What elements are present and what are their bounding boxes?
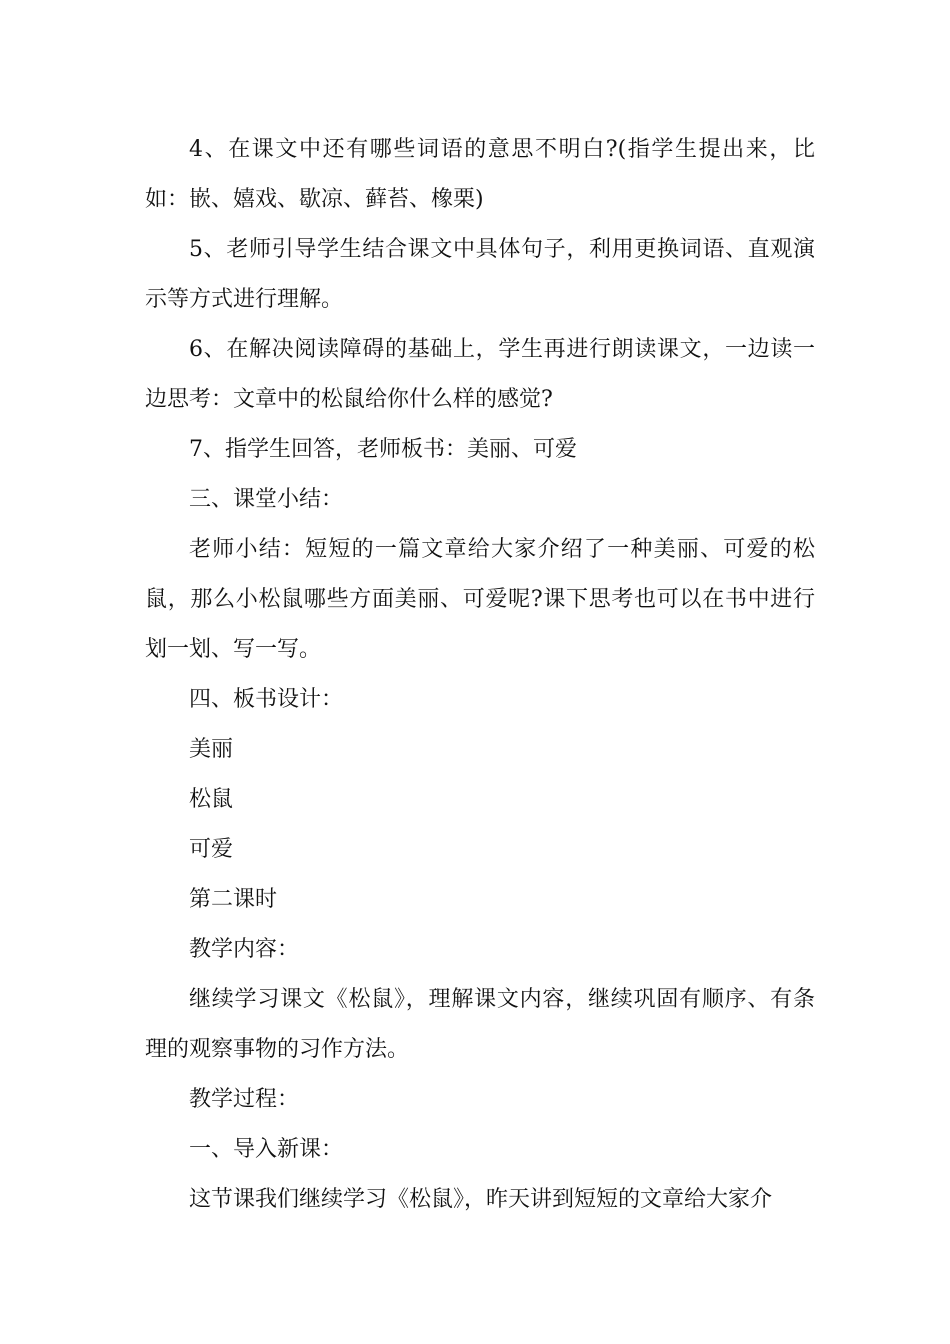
paragraph-teacher-summary: 老师小结：短短的一篇文章给大家介绍了一种美丽、可爱的松鼠，那么小松鼠哪些方面美丽、可爱呢?课下思考也可以在书中进行划一划、写一写。 [145, 537, 815, 662]
paragraph-step-7: 7、指学生回答，老师板书：美丽、可爱 [189, 437, 577, 462]
paragraph-step-4: 4、在课文中还有哪些词语的意思不明白?(指学生提出来，比如：嵌、嬉戏、歇凉、藓苔、橡栗) [145, 137, 815, 212]
paragraph-introduction: 这节课我们继续学习《松鼠》，昨天讲到短短的文章给大家介 [189, 1187, 773, 1212]
section-heading-board-design: 四、板书设计： [189, 687, 344, 712]
section-heading-teaching-process: 教学过程： [189, 1087, 300, 1112]
paragraph-teaching-content: 继续学习课文《松鼠》，理解课文内容，继续巩固有顺序、有条理的观察事物的习作方法。 [145, 987, 815, 1062]
document-body [145, 125, 815, 1225]
board-item-squirrel: 松鼠 [189, 787, 234, 812]
paragraph-step-6: 6、在解决阅读障碍的基础上，学生再进行朗读课文，一边读一边思考：文章中的松鼠给你什么样的感觉? [145, 337, 815, 412]
board-item-beautiful: 美丽 [189, 737, 234, 762]
section-heading-summary: 三、课堂小结： [189, 487, 344, 512]
paragraph-step-5: 5、老师引导学生结合课文中具体句子，利用更换词语、直观演示等方式进行理解。 [145, 237, 815, 312]
section-heading-introduction: 一、导入新课： [189, 1137, 344, 1162]
section-heading-second-lesson: 第二课时 [189, 887, 278, 912]
section-heading-teaching-content: 教学内容： [189, 937, 300, 962]
board-item-cute: 可爱 [189, 837, 234, 862]
